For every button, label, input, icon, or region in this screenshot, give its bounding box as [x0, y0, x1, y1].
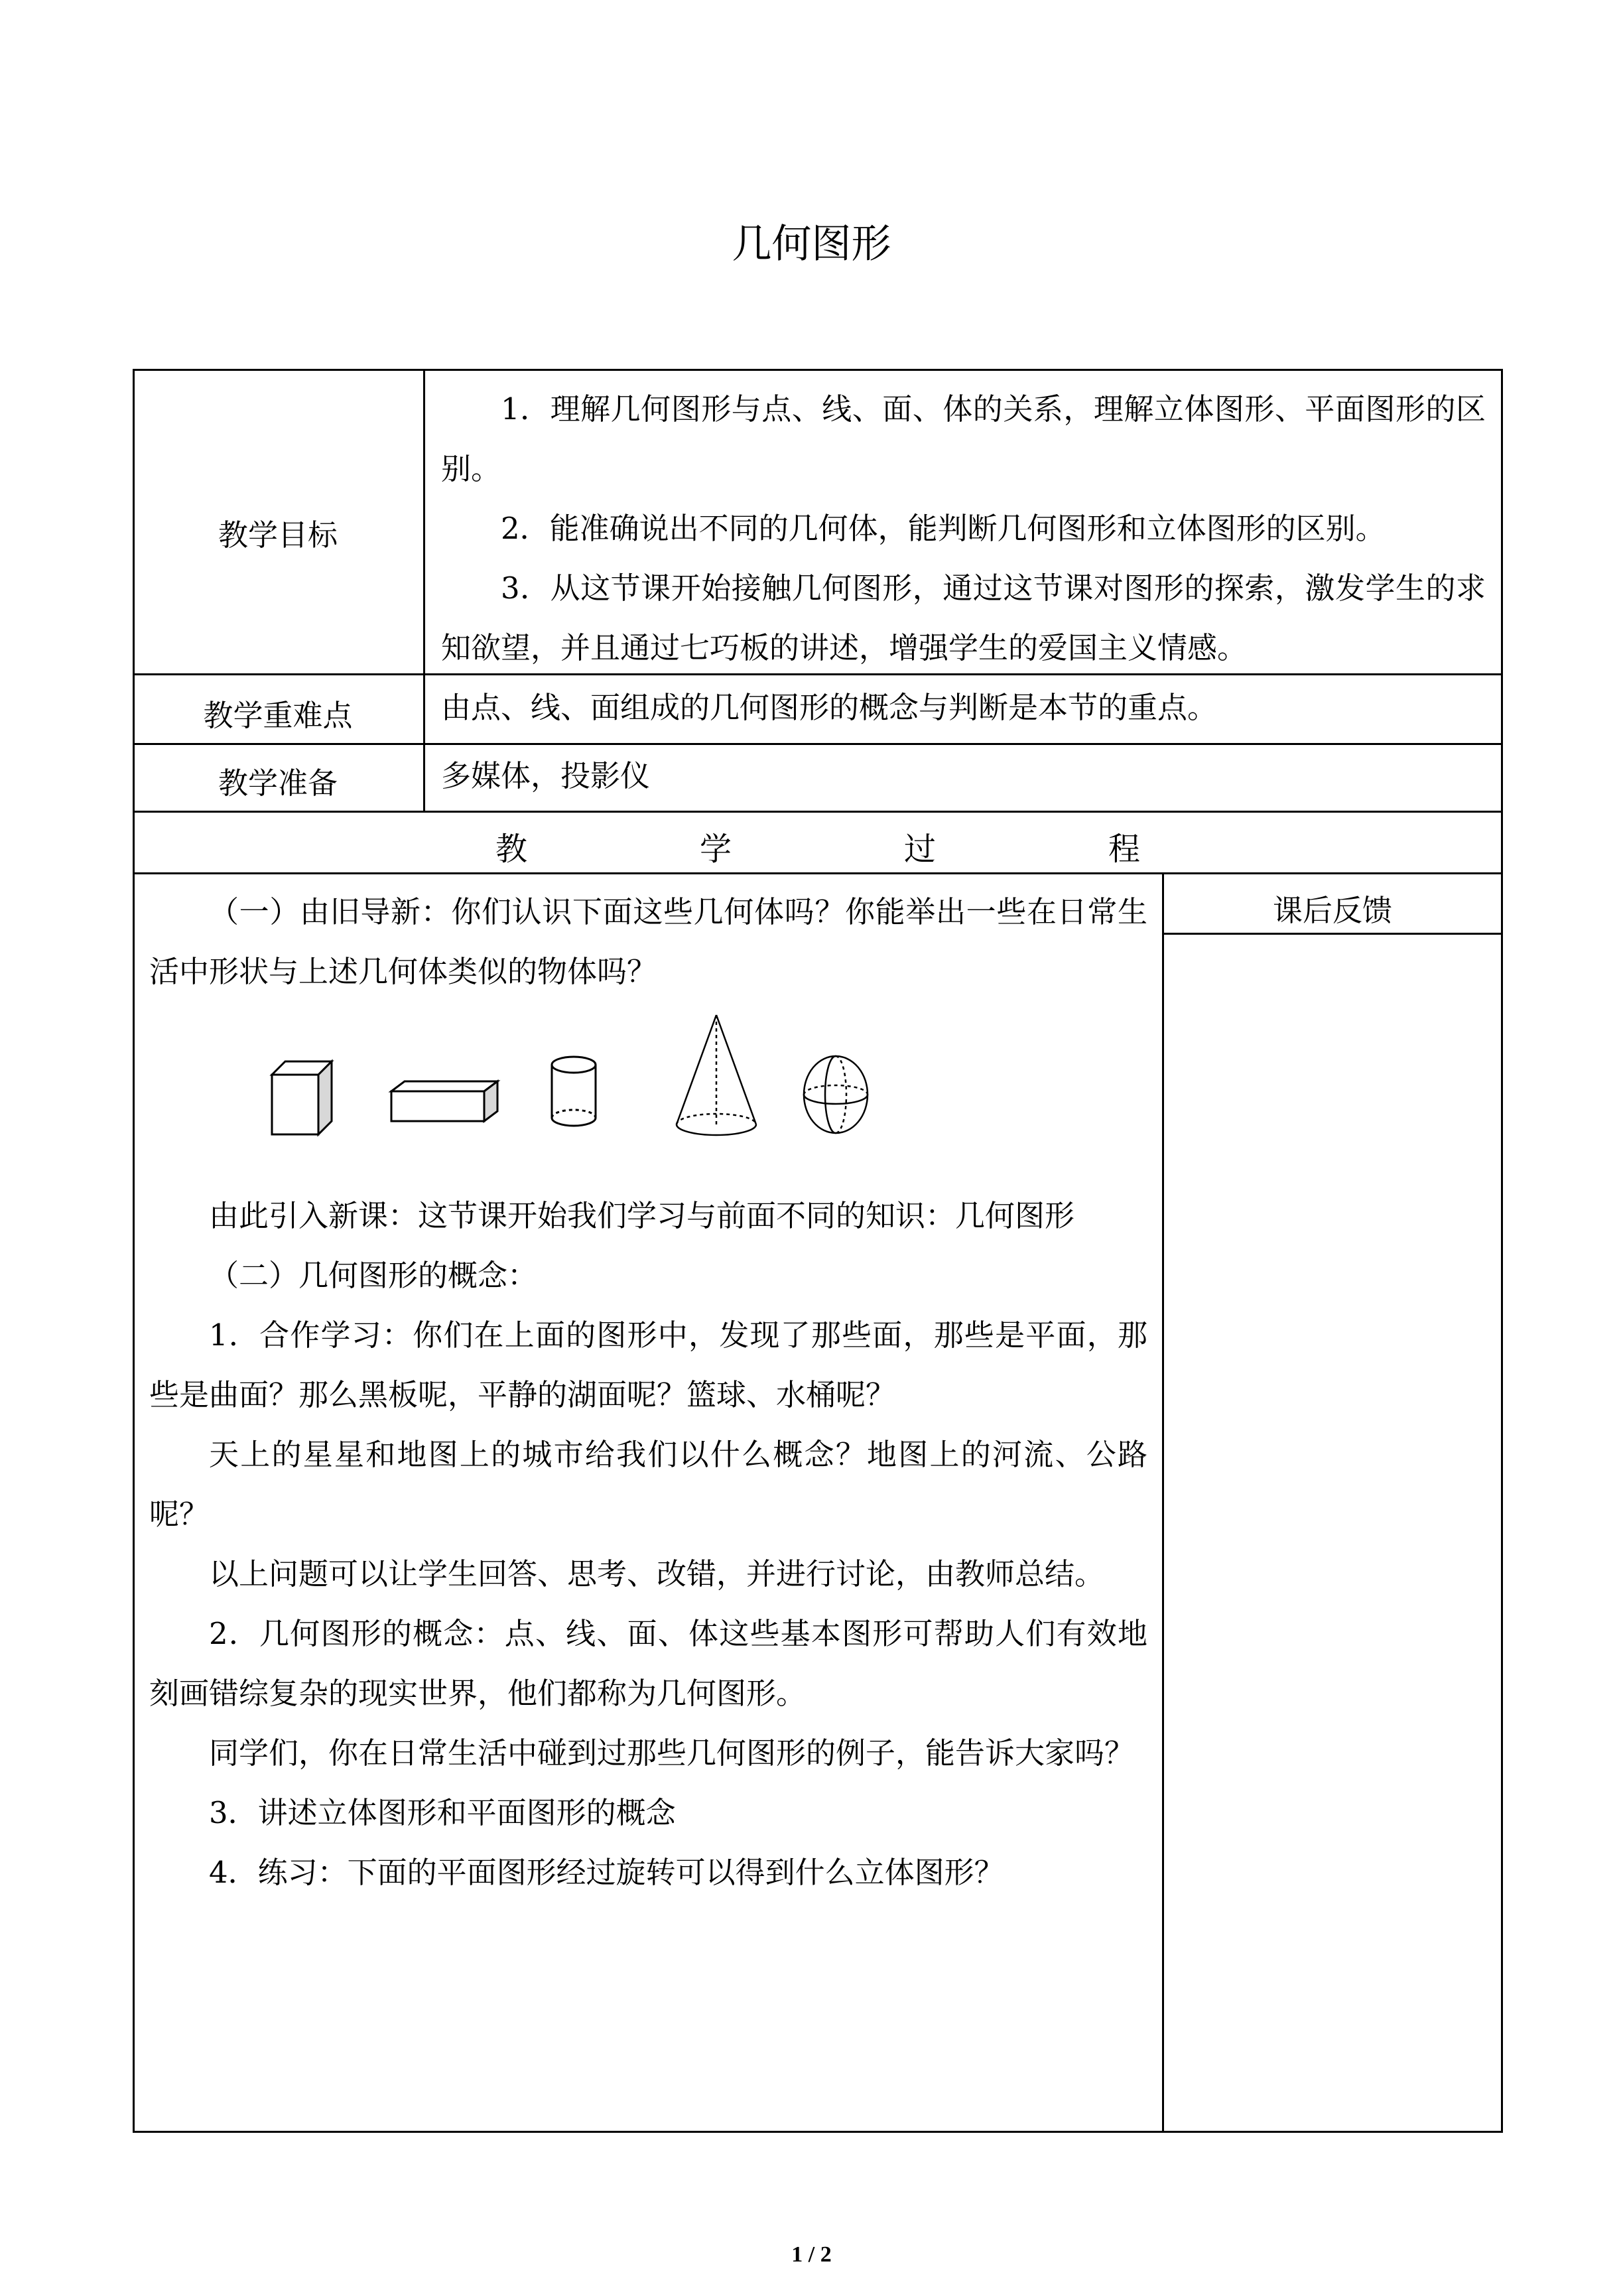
process-header	[133, 815, 1503, 878]
process-header-char: 过	[904, 831, 937, 868]
process-header-char: 教	[495, 831, 527, 868]
preparation-text: 多媒体，投影仪	[441, 758, 651, 793]
feedback-label: 课后反馈	[1272, 893, 1392, 928]
process-paragraph: 1．合作学习：你们在上面的图形中，发现了那些面，那些是平面，那些是曲面？那么黑板呢，平静的湖面呢？篮球、水桶呢？	[149, 1317, 1147, 1412]
process-paragraph: 2．几何图形的概念：点、线、面、体这些基本图形可帮助人们有效地刻画错综复杂的现实世界，他们都称为几何图形。	[149, 1616, 1147, 1711]
process-paragraph: 天上的星星和地图上的城市给我们以什么概念？地图上的河流、公路呢？	[149, 1437, 1147, 1532]
objective-item: 1．理解几何图形与点、线、面、体的关系，理解立体图形、平面图形的区别。	[441, 391, 1486, 486]
process-header-char: 学	[699, 831, 732, 868]
preparation-label: 教学准备	[218, 766, 338, 801]
sphere-icon	[804, 1056, 868, 1133]
page-number: 1 / 2	[791, 2242, 832, 2267]
objectives-text	[441, 379, 1486, 678]
cuboid-icon	[391, 1081, 497, 1121]
objective-item: 2．能准确说出不同的几何体，能判断几何图形和立体图形的区别。	[501, 511, 1386, 546]
row-divider	[133, 811, 1503, 813]
cube-icon	[272, 1061, 332, 1134]
process-paragraph: （一）由旧导新：你们认识下面这些几何体吗？你能举出一些在日常生活中形状与上述几何体类似的物体吗？	[149, 894, 1147, 989]
key-points-label: 教学重难点	[203, 698, 353, 733]
process-paragraph: （二）几何图形的概念：	[209, 1258, 538, 1293]
process-paragraph: 同学们，你在日常生活中碰到过那些几何图形的例子，能告诉大家吗？	[209, 1735, 1135, 1771]
row-divider	[133, 743, 1503, 745]
column-divider	[1162, 872, 1164, 2133]
page-title: 几何图形	[732, 221, 891, 267]
column-divider	[423, 369, 425, 811]
cylinder-icon	[552, 1057, 596, 1126]
process-intro	[149, 882, 1147, 1002]
geometric-solids-figure	[252, 995, 915, 1148]
process-paragraph: 4．练习：下面的平面图形经过旋转可以得到什么立体图形？	[209, 1855, 1004, 1890]
process-body	[149, 1186, 1147, 1903]
cone-icon	[677, 1015, 756, 1135]
feedback-divider	[1162, 933, 1503, 935]
objectives-label: 教学目标	[218, 517, 338, 553]
process-paragraph: 3．讲述立体图形和平面图形的概念	[209, 1795, 676, 1830]
key-points-text: 由点、线、面组成的几何图形的概念与判断是本节的重点。	[441, 690, 1218, 725]
process-paragraph: 以上问题可以让学生回答、思考、改错，并进行讨论，由教师总结。	[209, 1556, 1105, 1591]
process-paragraph: 由此引入新课：这节课开始我们学习与前面不同的知识：几何图形	[209, 1198, 1075, 1233]
process-header-char: 程	[1108, 831, 1141, 868]
objective-item: 3．从这节课开始接触几何图形，通过这节课对图形的探索，激发学生的求知欲望，并且通过七巧板的讲述，增强学生的爱国主义情感。	[441, 571, 1486, 665]
